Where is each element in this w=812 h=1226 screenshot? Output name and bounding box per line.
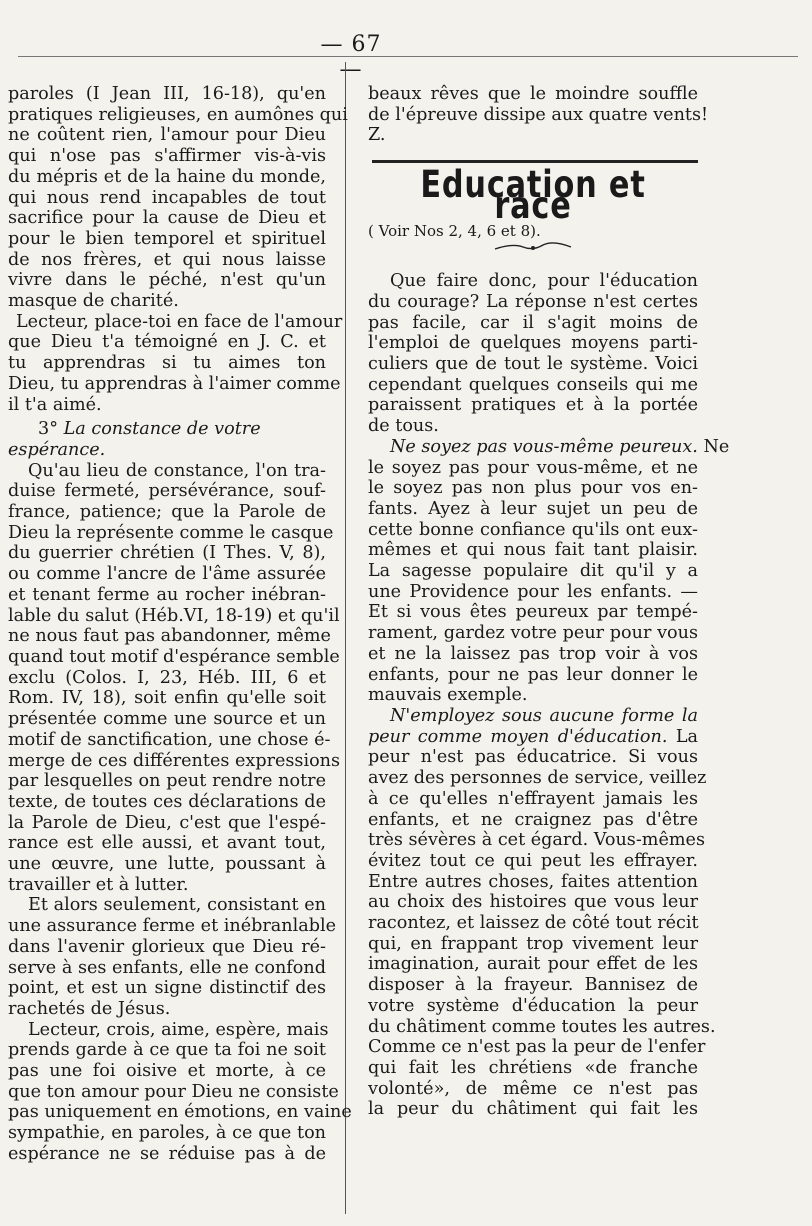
text-line bbox=[368, 706, 698, 727]
text-line: La sagesse populaire dit qu'il y a bbox=[368, 561, 698, 582]
text-line: Et si vous êtes peureux par tempé- bbox=[368, 602, 698, 623]
text-line: Et alors seulement, consistant en bbox=[28, 895, 326, 916]
text-line: fants. Ayez à leur sujet un peu de bbox=[368, 498, 698, 519]
text-line: france, patience; que la Parole de bbox=[8, 502, 326, 523]
paragraph bbox=[8, 311, 343, 416]
text-line: du mépris et de la haine du monde, bbox=[8, 166, 326, 187]
paragraph bbox=[368, 436, 730, 706]
text-line: paroles (I Jean III, 16-18), qu'en bbox=[8, 84, 326, 104]
paragraph bbox=[8, 84, 348, 312]
text-line: au choix des histoires que vous leur bbox=[368, 892, 698, 913]
paragraph bbox=[368, 705, 716, 1120]
text-line: le soyez pas pour vous-même, et ne bbox=[368, 457, 698, 478]
text-line: que ton amour pour Dieu ne consiste bbox=[8, 1081, 339, 1102]
text-line: masque de charité. bbox=[8, 291, 179, 312]
text-line: travailler et à lutter. bbox=[8, 874, 189, 895]
text-line: sacrifice pour la cause de Dieu et bbox=[8, 208, 326, 229]
text-line: prends garde à ce que ta foi ne soit bbox=[8, 1040, 326, 1061]
paragraph bbox=[368, 271, 698, 437]
text-line: imagination, aurait pour effet de les bbox=[368, 954, 698, 975]
text-line: à ce qu'elles n'effrayent jamais les bbox=[368, 788, 698, 809]
text-line: enfants, et ne craignez pas d'être bbox=[368, 809, 698, 830]
text-line: culiers que de tout le système. Voici bbox=[368, 354, 698, 375]
text-line: Dieu, tu apprendras à l'aimer comme bbox=[8, 373, 341, 394]
text-line: de tous. bbox=[368, 416, 439, 437]
text-line: pas uniquement en émotions, en vaine bbox=[8, 1102, 352, 1123]
text-line: ou comme l'ancre de l'âme assurée bbox=[8, 564, 326, 585]
text-line: Dieu la représente comme le casque bbox=[8, 522, 334, 543]
text-line: mêmes et qui nous fait tant plaisir. bbox=[368, 540, 698, 561]
text-line: sympathie, en paroles, à ce que ton bbox=[8, 1123, 326, 1144]
text-line: cette bonne confiance qu'ils ont eux- bbox=[368, 519, 698, 540]
text-line: la Parole de Dieu, c'est que l'espé- bbox=[8, 812, 326, 833]
text-line: de nos frères, et qui nous laisse bbox=[8, 249, 326, 270]
text-line: pas facile, car il s'agit moins de bbox=[368, 312, 698, 333]
text-line: Ne soyez pas vous-même peureux. Ne bbox=[390, 436, 730, 457]
section-heading bbox=[8, 419, 326, 460]
text-line: l'emploi de quelques moyens parti- bbox=[368, 333, 698, 354]
text-line: du châtiment comme toutes les autres. bbox=[368, 1016, 716, 1037]
text-line: point, et est un signe distinctif des bbox=[8, 978, 326, 999]
section-heading-text: La constance de votre espérance. bbox=[8, 419, 261, 460]
text-line: peur comme moyen d'éducation. La bbox=[368, 726, 698, 747]
text-line: Comme ce n'est pas la peur de l'enfer bbox=[368, 1037, 706, 1058]
text-line: pour le bien temporel et spirituel bbox=[8, 228, 326, 249]
text-line: évitez tout ce qui peut les effrayer. bbox=[368, 850, 698, 871]
text-line: tu apprendras si tu aimes ton bbox=[8, 353, 326, 374]
text-line: exclu (Colos. I, 23, Héb. III, 6 et bbox=[8, 667, 326, 688]
text-line: volonté», de même ce n'est pas bbox=[368, 1078, 698, 1099]
text-line: quand tout motif d'espérance semble bbox=[8, 646, 340, 667]
right-column bbox=[368, 84, 730, 1120]
text-line: merge de ces différentes expressions bbox=[8, 750, 341, 771]
text-line: très sévères à cet égard. Vous-mêmes bbox=[368, 830, 705, 851]
text-line: vivre dans le péché, n'est qu'un bbox=[8, 270, 326, 291]
text-line: pratiques religieuses, en aumônes qui bbox=[8, 104, 348, 125]
text-line: la peur du châtiment qui fait les bbox=[368, 1099, 698, 1120]
text-line: et tenant ferme au rocher inébran- bbox=[8, 584, 326, 605]
text-line: enfants, pour ne pas leur donner le bbox=[368, 664, 698, 685]
text-line: Lecteur, crois, aime, espère, mais bbox=[28, 1019, 329, 1040]
text-line: texte, de toutes ces déclarations de bbox=[8, 791, 326, 812]
paragraph bbox=[368, 84, 709, 125]
article-subtitle: ( Voir Nos 2, 4, 6 et 8). bbox=[368, 221, 541, 240]
text-line: Qu'au lieu de constance, l'on tra- bbox=[28, 460, 326, 481]
text-line: beaux rêves que le moindre souffle bbox=[368, 84, 698, 104]
text-line: ne nous faut pas abandonner, même bbox=[8, 626, 331, 647]
text-line: qui nous rend incapables de tout bbox=[8, 187, 326, 208]
text-line: présentée comme une source et un bbox=[8, 709, 326, 730]
text-line: lable du salut (Héb.VI, 18-19) et qu'il bbox=[8, 605, 340, 626]
text-line: du guerrier chrétien (I Thes. V, 8), bbox=[8, 543, 326, 564]
text-line: cependant quelques conseils qui me bbox=[368, 374, 698, 395]
paragraph-lead: peur comme moyen d'éducation. bbox=[368, 726, 668, 747]
column-divider bbox=[345, 62, 346, 1214]
text-line: que Dieu t'a témoigné en J. C. et bbox=[8, 332, 326, 353]
paragraph bbox=[8, 460, 341, 896]
text-line: pas une foi oisive et morte, à ce bbox=[8, 1061, 326, 1082]
text-line: de l'épreuve dissipe aux quatre vents! bbox=[368, 104, 709, 125]
left-column bbox=[8, 84, 352, 1165]
signature: Z. bbox=[368, 125, 386, 146]
text-line: avez des personnes de service, veillez bbox=[368, 768, 707, 789]
text-line: Rom. IV, 18), soit enfin qu'elle soit bbox=[8, 688, 326, 709]
text-line: Entre autres choses, faites attention bbox=[368, 871, 698, 892]
text-line: une Providence pour les enfants. — bbox=[368, 581, 698, 602]
text-line: par lesquelles on peut rendre notre bbox=[8, 771, 326, 792]
text-line: qui, en frappant trop vivement leur bbox=[368, 933, 698, 954]
paragraph-lead: N'employez sous aucune forme la bbox=[390, 705, 698, 726]
article-title: Education et race bbox=[420, 163, 646, 227]
text-line: une œuvre, une lutte, poussant à bbox=[8, 854, 326, 875]
text-line: le soyez pas non plus pour vos en- bbox=[368, 478, 698, 499]
text-line: qui n'ose pas s'affirmer vis-à-vis bbox=[8, 146, 326, 167]
text-line: duise fermeté, persévérance, souf- bbox=[8, 481, 326, 502]
text-line: une assurance ferme et inébranlable bbox=[8, 916, 337, 937]
paragraph-lead: Ne soyez pas vous-même peureux. bbox=[390, 436, 698, 457]
text-line: qui fait les chrétiens «de franche bbox=[368, 1057, 698, 1078]
text-line: rachetés de Jésus. bbox=[8, 998, 171, 1019]
text-line: ne coûtent rien, l'amour pour Dieu bbox=[8, 125, 326, 146]
paragraph bbox=[8, 895, 337, 1019]
text-line: et ne la laissez pas trop voir à vos bbox=[368, 643, 698, 664]
page-number: — 67 — bbox=[320, 32, 382, 82]
text-line: espérance ne se réduise pas à de bbox=[8, 1143, 326, 1164]
header-rule bbox=[18, 56, 798, 57]
text-line: motif de sanctification, une chose é- bbox=[8, 729, 331, 750]
text-line: disposer à la frayeur. Bannisez de bbox=[368, 975, 698, 996]
text-line: il t'a aimé. bbox=[8, 394, 102, 415]
ornament-icon bbox=[493, 241, 573, 253]
text-line: dans l'avenir glorieux que Dieu ré- bbox=[8, 936, 326, 957]
text-line: votre système d'éducation la peur bbox=[368, 995, 698, 1016]
text-line: Lecteur, place-toi en face de l'amour bbox=[16, 311, 343, 332]
text-line: paraissent pratiques et à la portée bbox=[368, 395, 698, 416]
text-line: du courage? La réponse n'est certes bbox=[368, 291, 698, 312]
text-line: mauvais exemple. bbox=[368, 685, 528, 706]
text-line: Que faire donc, pour l'éducation bbox=[390, 271, 698, 292]
text-line: rance est elle aussi, et avant tout, bbox=[8, 833, 326, 854]
paragraph bbox=[8, 1019, 352, 1165]
section-number: 3° bbox=[38, 419, 58, 440]
text-line: racontez, et laissez de côté tout récit bbox=[368, 913, 699, 934]
text-line: peur n'est pas éducatrice. Si vous bbox=[368, 747, 698, 768]
text-line: serve à ses enfants, elle ne confond bbox=[8, 957, 326, 978]
text-line: rament, gardez votre peur pour vous bbox=[368, 623, 698, 644]
